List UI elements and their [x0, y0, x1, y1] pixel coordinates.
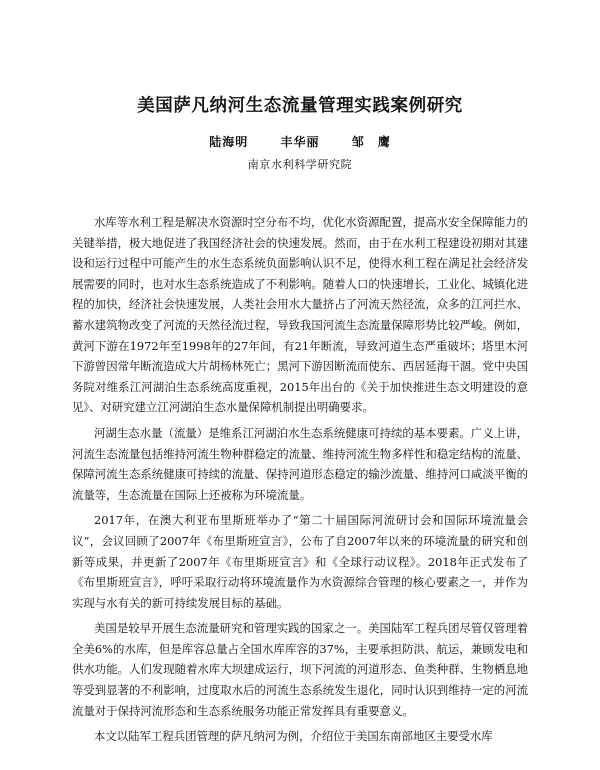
paragraph: 本文以陆军工程兵团管理的萨凡纳河为例，介绍位于美国东南部地区主要受水库 [94, 729, 493, 744]
paragraph: 2017年，在澳大利亚布里斯班举办了“第二十届国际河流研讨会和国际环境流量会议”，会议回顾了2007年《布里斯班宣言》，公布了自2007年以来的环境流量的研究和创新等成果，并更新了2007年《布里斯班宣言》和《全球行动议程》。2018年正式发布了《布里斯班宣言》，呼吁采取行动将环境流量作为水资源综合管理的核心要素之一，并作为实现与水有关的新可持续发展目标的基础。 [72, 513, 528, 610]
paper-title: 美国萨凡纳河生态流量管理实践案例研究 [137, 96, 463, 116]
author-name: 丰华丽 [280, 135, 320, 149]
paragraph: 美国是较早开展生态流量研究和管理实践的国家之一。美国陆军工程兵团尽管仅管理着全美6%的水库，但是库容总量占全国水库库容的37%，主要承担防洪、航运，兼顾发电和供水功能。人们发现随着水库大坝建成运行，坝下河流的河道形态、鱼类种群、生物栖息地等受到显著的不利影响，过度取水后的河流生态系统发生退化，同时认识到维持一定的河流流量对于保持河流形态和生态系统服务功能正常发挥具有重要意义。 [72, 621, 528, 718]
author-name: 陆海明 [209, 135, 249, 149]
author-name: 邹 鹰 [351, 135, 391, 149]
author-affiliation: 南京水利科学研究院 [247, 158, 353, 171]
paragraph: 水库等水利工程是解决水资源时空分布不均，优化水资源配置，提高水安全保障能力的关键举措，极大地促进了我国经济社会的快速发展。然而，由于在水利工程建设初期对其建设和运行过程中可能产生的水生态系统负面影响认识不足，使得水利工程在满足社会经济发展需要的同时，也对水生态系统造成了不利影响。随着人口的快速增长，工业化、城镇化进程的加快，经济社会快速发展，人类社会用水大量挤占了河流天然径流，众多的江河拦水、蓄水建筑物改变了河流的天然径流过程，导致我国河流生态流量保障形势比较严峻。例如，黄河下游在1972年至1998年的27年间，有21年断流，导致河道生态严重破坏；塔里木河下游曾因常年断流造成大片胡杨林死亡；黑河下游因断流而使东、西居延海干涸。党中央国务院对维系江河湖泊生态系统高度重视，2015年出台的《关于加快推进生态文明建设的意见》、对研究建立江河湖泊生态水量保障机制提出明确要求。 [72, 215, 528, 415]
author-list [0, 133, 600, 150]
body-text [72, 212, 528, 752]
paragraph: 河湖生态水量（流量）是维系江河湖泊水生态系统健康可持续的基本要素。广义上讲，河流生态流量包括维持河流生物种群稳定的流量、维持河流生物多样性和稳定结构的流量、保障河流生态系统健康可持续的流量、保持河道形态稳定的输沙流量、维持河口咸淡平衡的流量等，生态流量在国际上还被称为环境流量。 [72, 425, 528, 502]
